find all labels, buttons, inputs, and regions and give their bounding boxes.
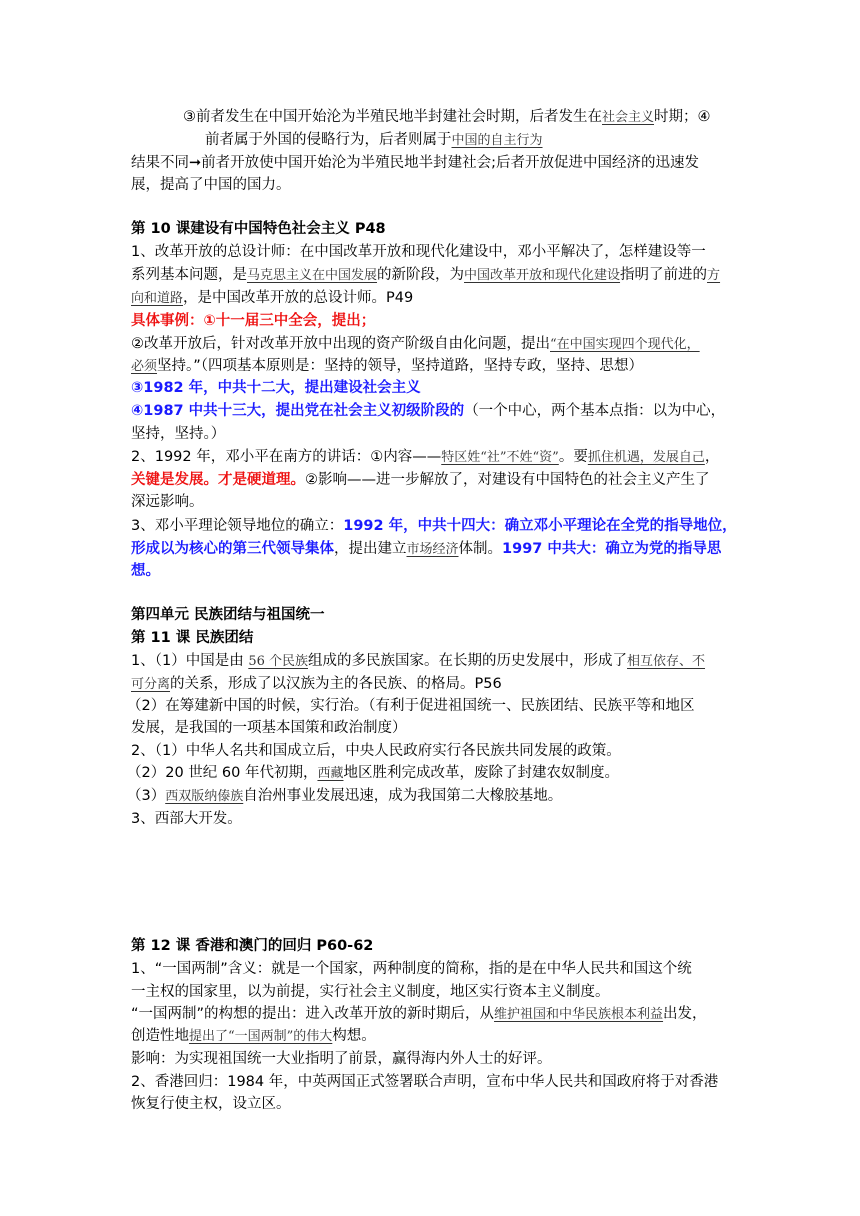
text-segment: 3、邓小平理论领导地位的确立： <box>131 518 344 534</box>
text-line <box>131 935 373 957</box>
handwritten-note: 方 <box>707 268 721 283</box>
text-line <box>131 958 692 980</box>
text-line <box>131 673 502 696</box>
text-line <box>131 469 710 491</box>
text-segment: 自治州事业发展迅速，成为我国第二大橡胶基地。 <box>243 788 563 804</box>
text-line <box>127 785 562 808</box>
text-segment: 恢复行使主权，设立区。 <box>131 1096 291 1112</box>
text-line <box>127 695 694 717</box>
text-line <box>131 152 699 174</box>
text-segment: 坚持，坚持。） <box>131 426 226 442</box>
text-segment: （2）20 世纪 60 年代初期， <box>127 765 318 781</box>
text-segment: 形成以为核心的第三代领导集体 <box>131 541 334 557</box>
handwritten-note: 市场经济 <box>406 542 459 557</box>
text-line <box>131 560 160 582</box>
text-segment: 一主权的国家里，以为前提，实行社会主义制度，地区实行资本主义制度。 <box>131 984 610 1000</box>
text-line <box>131 1093 291 1115</box>
text-segment: 坚持。”（四项基本原则是：坚持的领导，坚持道路，坚持专政，坚持、思想） <box>157 358 644 374</box>
text-line <box>131 241 706 263</box>
text-line <box>131 1025 376 1048</box>
handwritten-note: 抓住机遇，发展自己 <box>587 450 705 465</box>
text-line <box>131 740 621 762</box>
text-line <box>131 355 643 378</box>
text-segment: ④1987 中共十三大，提出党在社会主义初级阶段的 <box>131 403 465 419</box>
text-segment: 2、1992 年，邓小平在南方的讲话：①内容—— <box>131 449 442 465</box>
text-line <box>131 264 720 287</box>
text-segment: ③前者发生在中国开始沦为半殖民地半封建社会时期，后者发生在 <box>183 109 602 125</box>
text-segment: 时期；④ <box>654 109 711 125</box>
text-segment: 结果不同➞前者开放使中国开始沦为半殖民地半封建社会;后者开放促进中国经济的迅速发 <box>131 155 700 171</box>
handwritten-note: 可分离 <box>131 677 171 692</box>
text-segment: 展，提高了中国的国力。 <box>131 177 291 193</box>
text-segment: 1992 年，中共十四大：确立邓小平理论在全党的指导地位， <box>343 518 737 534</box>
text-segment: 。要 <box>558 449 588 465</box>
text-segment: 前者属于外国的侵略行为，后者则属于 <box>205 132 452 148</box>
handwritten-note: 中国改革开放和现代化建设 <box>464 268 621 283</box>
text-line <box>131 446 719 469</box>
text-segment: ③1982 年，中共十二大，提出建设社会主义 <box>131 380 421 396</box>
text-line <box>131 400 725 422</box>
text-line <box>205 129 543 152</box>
text-segment: 发展，是我国的一项基本国策和政治制度） <box>131 720 407 736</box>
handwritten-note: “在中国实现四个现代化， <box>550 337 700 352</box>
text-line <box>131 174 291 196</box>
handwritten-note: 相互依存、不 <box>627 654 706 669</box>
text-line <box>131 310 375 332</box>
text-segment: 组成的多民族国家。在长期的历史发展中，形成了 <box>308 653 627 669</box>
text-segment: 的新阶段，为 <box>377 267 465 283</box>
text-line <box>131 604 325 626</box>
text-segment: ，是中国改革开放的总设计师。P49 <box>183 290 414 306</box>
handwritten-note: 必须 <box>131 359 158 374</box>
text-segment: 关键是发展。才是硬道理。 <box>131 472 305 488</box>
text-segment: 2、（1）中华人名共和国成立后，中央人民政府实行各民族共同发展的政策。 <box>131 743 621 759</box>
text-segment: 1、“一国两制”含义：就是一个国家，两种制度的简称，指的是在中华人民共和国这个统 <box>131 961 692 977</box>
text-segment: （3） <box>127 788 166 804</box>
text-segment: 体制。 <box>458 541 503 557</box>
text-line <box>131 1048 552 1070</box>
text-segment: 的关系，形成了以汉族为主的各民族、的格局。P56 <box>170 676 502 692</box>
text-segment: 2、香港回归：1984 年，中英两国正式签署联合声明，宣布中华人民共和国政府将于对香港 <box>131 1074 719 1090</box>
handwritten-note: 马克思主义在中国发展 <box>247 268 378 283</box>
text-segment: 1、改革开放的总设计师：在中国改革开放和现代化建设中，邓小平解决了，怎样建设等一 <box>131 244 706 260</box>
handwritten-note: 维护祖国和中华民族根本利益 <box>494 1007 664 1022</box>
text-segment: ②影响——进一步解放了，对建设有中国特色的社会主义产生了 <box>305 472 710 488</box>
handwritten-note: 特区姓“社”不姓“资” <box>441 450 559 465</box>
text-segment: 1、（1）中国是由 <box>131 653 249 669</box>
handwritten-note: 西藏 <box>317 766 344 781</box>
text-segment: （一个中心，两个基本点指：以为中心， <box>464 403 726 419</box>
text-line <box>131 423 225 445</box>
text-line <box>131 627 253 649</box>
text-segment: 深远影响。 <box>131 494 204 510</box>
text-segment: 第四单元 民族团结与祖国统一 <box>131 607 325 623</box>
text-line <box>131 650 705 673</box>
text-segment: 1997 中共大：确立为党的指导思 <box>502 541 722 557</box>
text-line <box>131 287 413 310</box>
text-segment: 影响：为实现祖国统一大业指明了前景，赢得海内外人士的好评。 <box>131 1051 552 1067</box>
text-line <box>131 717 407 739</box>
text-segment: 系列基本问题，是 <box>131 267 247 283</box>
text-segment: ②改革开放后，针对改革开放中出现的资产阶级自由化问题，提出 <box>131 336 550 352</box>
text-line <box>131 981 610 1003</box>
text-line <box>131 1071 718 1093</box>
text-line <box>131 491 204 513</box>
handwritten-note: 西双版纳傣族 <box>165 789 244 804</box>
text-segment: 第 11 课 民族团结 <box>131 630 254 646</box>
text-segment: 第 10 课建设有中国特色社会主义 P48 <box>131 221 386 237</box>
text-segment: ， <box>704 449 720 465</box>
text-segment: 具体事例：①十一届三中全会，提出； <box>131 313 376 329</box>
text-segment: 想。 <box>131 563 160 579</box>
text-line <box>131 377 421 399</box>
text-segment: “一国两制”的构想的提出：进入改革开放的新时期后，从 <box>131 1006 495 1022</box>
text-line <box>131 1003 707 1026</box>
handwritten-note: 社会主义 <box>602 110 655 125</box>
text-line <box>183 106 711 129</box>
text-line <box>131 515 737 537</box>
text-segment: （2）在筹建新中国的时候，实行治。（有利于促进祖国统一、民族团结、民族平等和地区 <box>127 698 695 714</box>
text-segment: 构想。 <box>332 1028 376 1044</box>
text-segment: 3、西部大开发。 <box>131 811 242 827</box>
text-segment: 创造性地 <box>131 1028 189 1044</box>
text-line <box>131 808 242 830</box>
handwritten-note: 中国的自主行为 <box>451 133 543 148</box>
text-segment: 出发， <box>663 1006 707 1022</box>
text-line <box>131 538 721 561</box>
text-line <box>131 218 386 240</box>
text-segment: 指明了前进的 <box>620 267 708 283</box>
text-line <box>127 762 619 785</box>
text-segment: 地区胜利完成改革，废除了封建农奴制度。 <box>343 765 619 781</box>
text-line <box>131 333 700 356</box>
text-segment: ，提出建立 <box>334 541 407 557</box>
handwritten-note: 向和道路 <box>131 291 184 306</box>
handwritten-note: 56 个民族 <box>248 654 308 669</box>
handwritten-note: 提出了“一国两制”的伟大 <box>189 1029 333 1044</box>
text-segment: 第 12 课 香港和澳门的回归 P60-62 <box>131 938 374 954</box>
